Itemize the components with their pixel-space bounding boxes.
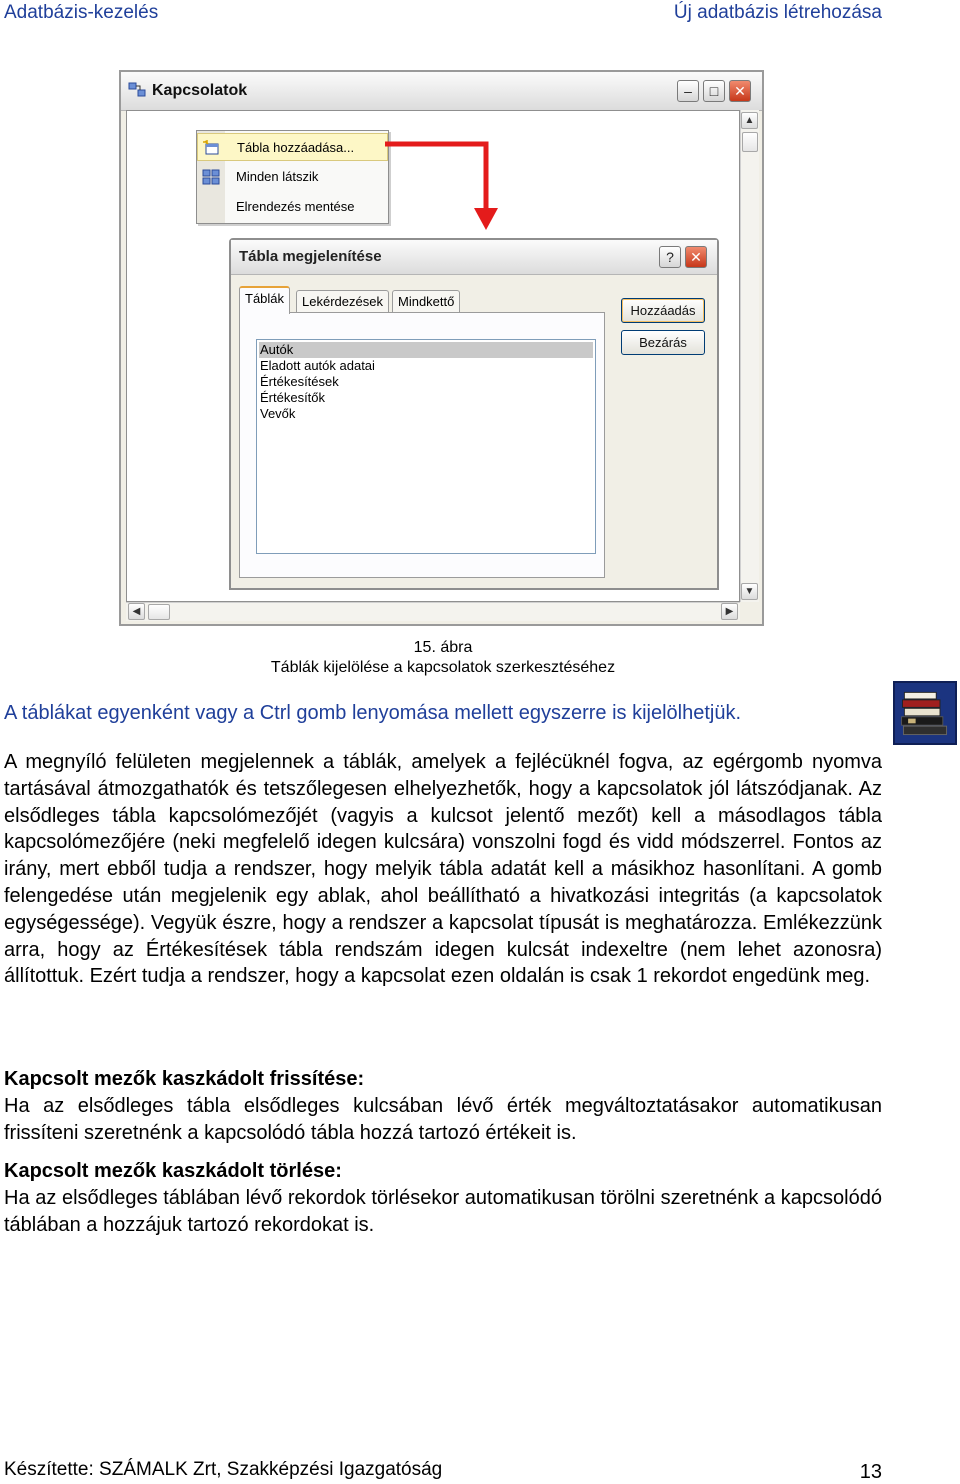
close-window-button[interactable]: ✕ [729,80,751,102]
tab-tables[interactable]: Táblák [239,286,290,314]
paragraph-cascade-delete: Ha az elsődleges táblában lévő rekordok törlésekor automatikusan törölni szeretnénk a kapcsolódó táblában a hozzájuk tartozó rekordokat is. [4,1187,882,1236]
vertical-scroll-thumb[interactable] [742,132,758,152]
close-dialog-button[interactable]: ✕ [685,246,707,268]
menu-item-save-layout[interactable] [197,193,388,221]
scroll-right-icon[interactable]: ▶ [721,603,738,620]
heading-cascade-update: Kapcsolt mezők kaszkádolt frissítése: [4,1068,365,1090]
tab-panel [239,312,605,578]
tab-queries[interactable]: Lekérdezések [296,290,389,312]
scroll-down-icon[interactable]: ▼ [741,583,758,600]
show-all-icon [202,169,220,185]
window-title: Kapcsolatok [152,82,248,99]
page-number: 13 [859,1461,882,1483]
help-button[interactable]: ? [659,246,681,268]
paragraph-cascade-update: Ha az elsődleges tábla elsődleges kulcsában lévő érték megváltoztatásakor automatikusan frissíteni szeretnénk a kapcsolódó tábla hozzá tartozó értékeit is. [4,1095,882,1144]
figure-number: 15. ábra [413,639,473,656]
red-arrow-icon [383,140,503,240]
list-item[interactable]: Értékesítők [260,390,326,405]
horizontal-scroll-thumb[interactable] [148,604,170,620]
tab-both[interactable]: Mindkettő [392,290,460,312]
footer-text: Készítette: SZÁMALK Zrt, Szakképzési Igazgatóság [4,1459,443,1480]
close-button[interactable]: Bezárás [621,330,705,355]
vertical-scrollbar[interactable] [740,110,759,602]
menu-item-label: Tábla hozzáadása... [237,140,355,155]
minimize-button[interactable]: – [677,80,699,102]
menu-item-add-table[interactable] [197,133,388,161]
horizontal-scrollbar[interactable] [126,602,740,621]
scroll-up-icon[interactable]: ▲ [741,112,758,129]
list-item[interactable]: Eladott autók adatai [260,358,375,373]
maximize-button[interactable]: □ [703,80,725,102]
menu-item-label: Minden látszik [236,169,319,184]
figure-caption: Táblák kijelölése a kapcsolatok szerkesztéséhez [270,659,616,676]
relationships-window [119,70,764,626]
header-left: Adatbázis-kezelés [4,2,159,23]
list-item[interactable]: Autók [259,342,593,358]
paragraph-main: A megnyíló felületen megjelennek a táblák, amelyek a fejlécüknél fogva, az egérgomb nyomva tartásával átmozgathatók és tetszőlegesen elhelyezhetők, hogy a kapcsolatok jól látszódjanak. Az elsődleges tábla kapcsolómezőjét (vagyis a kulcsot jelentő mezőt) kell a másodlagos tábla kapcsolómezőjére (neki megfelelő idegen kulcsára) vonszolni fogd és vidd módszerrel. Fontos az irány, mert ebből tudja a rendszer, hogy melyik tábla adatát kell a másikhoz hasonlítani. A gomb felengedése után megjelenik egy ablak, ahol beállítható a hivatkozási integritás (a kapcsolatok egységessége). Vegyük észre, hogy a rendszer a kapcsolat típusát is meghatározza. Emlékezzünk arra, hogy az Értékesítések tábla rendszám idegen kulcsát indexeltre (nem lehet azonosra) állítottuk. Ezért tudja a rendszer, hogy a kapcsolat ezen oldalán is csak 1 rekordot engedünk meg. [4,751,882,988]
books-icon [893,681,957,745]
add-table-icon [203,140,221,156]
dialog-title: Tábla megjelenítése [239,248,382,265]
menu-item-show-all[interactable] [197,163,388,191]
header-right: Új adatbázis létrehozása [673,2,882,23]
table-list[interactable] [256,339,596,554]
scroll-left-icon[interactable]: ◀ [128,603,145,620]
list-item[interactable]: Értékesítések [260,374,339,389]
menu-item-label: Elrendezés mentése [236,199,355,214]
relationships-icon [128,82,146,98]
window-titlebar [121,72,762,111]
dialog-titlebar [231,240,717,275]
hint-text: A táblákat egyenként vagy a Ctrl gomb lenyomása mellett egyszerre is kijelölhetjük. [4,702,742,724]
list-item[interactable]: Vevők [260,406,296,421]
heading-cascade-delete: Kapcsolt mezők kaszkádolt törlése: [4,1160,342,1182]
context-menu [196,130,389,224]
show-table-dialog [229,238,719,590]
add-button[interactable]: Hozzáadás [621,298,705,323]
